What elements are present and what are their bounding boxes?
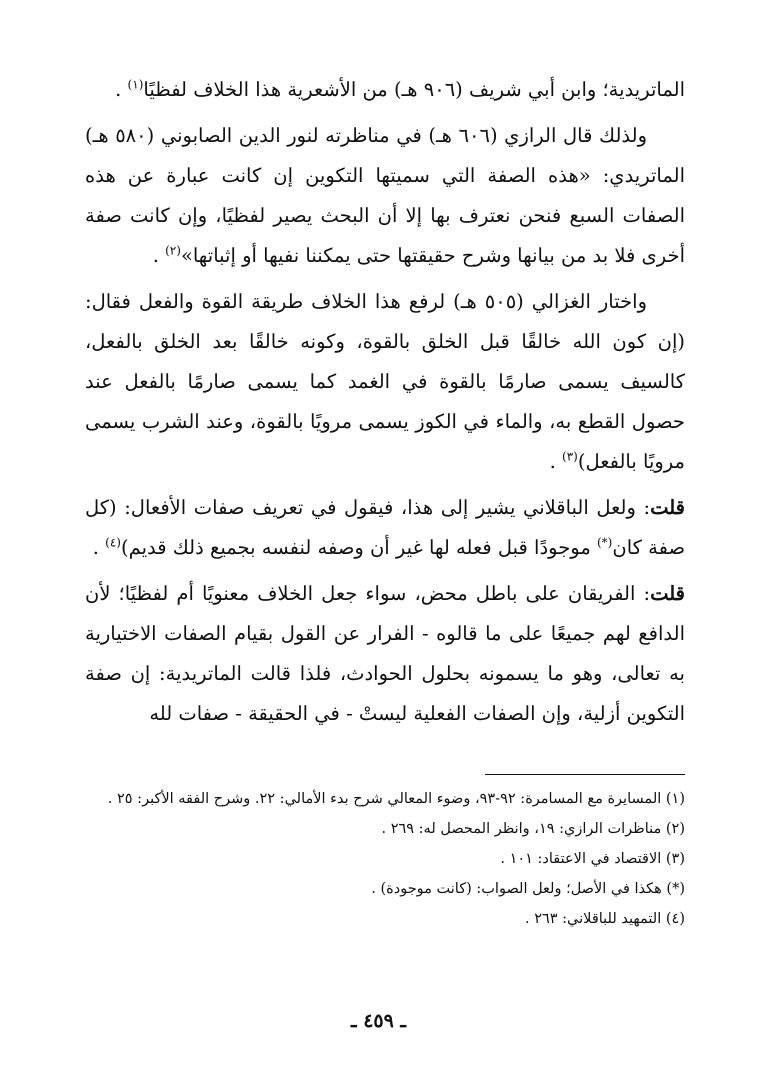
paragraph-2-end: .: [152, 244, 166, 267]
footnote-ref-2: (٢): [165, 243, 181, 258]
paragraph-1-text: الماتريدية؛ وابن أبي شريف (٩٠٦ هـ) من الأشعرية هذا الخلاف لفظيًا: [143, 78, 685, 101]
paragraph-5-text: : الفريقان على باطل محض، سواء جعل الخلاف معنويًا أم لفظيًا؛ لأن الدافع لهم جميعًا على ما قالوه - الفرار عن القول بقيام الصفات الاختيارية به تعالى، وهو ما يسمونه بحلول الحوادث، فلذا قالت الماتريدية: إن صفة التكوين أزلية، وإن الصفات الفعلية ليستْ - في الحقيقة - صفات لله: [85, 582, 685, 725]
paragraph-2-text: ولذلك قال الرازي (٦٠٦ هـ) في مناظرته لنور الدين الصابوني (٥٨٠ هـ) الماتريدي: «هذه الصفة التي سميتها التكوين إن كانت عبارة عن هذه الصفات السبع فنحن نعترف بها إلا أن البحث يصير لفظيًا، وإن كانت صفة أخرى فلا بد من بيانها وشرح حقيقتها حتى يمكننا نفيها أو إثباتها»: [85, 124, 685, 267]
footnote-ref-star: (*): [597, 535, 613, 550]
paragraph-4-text: : ولعل الباقلاني يشير إلى هذا، فيقول في تعريف صفات الأفعال: (كل صفة كان: [85, 496, 685, 559]
page-number: ـ ٤٥٩ ـ: [351, 1010, 406, 1032]
footnote-4: (٤) التمهيد للباقلاني: ٢٦٣ .: [524, 911, 685, 927]
paragraph-3-text: واختار الغزالي (٥٠٥ هـ) لرفع هذا الخلاف طريقة القوة والفعل فقال: (إن كون الله خالقًا قبل الخلق بالقوة، وكونه خالقًا بعد الخلق بالفعل، كالسيف يسمى صارمًا بالقوة في الغمد كما يسمى صارمًا بالفعل عند حصول القطع به، والماء في الكوز يسمى مرويًا بالقوة، وعند الشرب يسمى مرويًا بالفعل): [85, 290, 685, 473]
footnote-3: (٣) الاقتصاد في الاعتقاد: ١٠١ .: [500, 851, 685, 867]
footnote-ref-3: (٣): [562, 449, 578, 464]
paragraph-3-end: .: [549, 450, 563, 473]
footnote-star: (*) هكذا في الأصل؛ ولعل الصواب: (كانت موجودة) .: [371, 881, 685, 897]
paragraph-1: [85, 70, 685, 110]
qultu-label-2: قلت: [650, 582, 685, 605]
main-text: [85, 70, 685, 740]
footnote-divider: [485, 774, 685, 775]
footnote-ref-4: (٤): [105, 535, 121, 550]
qultu-label: قلت: [650, 496, 685, 519]
paragraph-4-text-cont: موجودًا قبل فعله لها غير أن وصفه لنفسه بجميع ذلك قديم): [120, 536, 597, 559]
paragraph-5: [85, 574, 685, 734]
paragraph-4: [85, 488, 685, 568]
paragraph-2: [85, 116, 685, 276]
paragraph-4-end: .: [92, 536, 106, 559]
footnote-ref-1: (١): [127, 77, 144, 92]
footnotes: [90, 786, 685, 936]
paragraph-3: [85, 282, 685, 482]
footnote-1: (١) المسايرة مع المسامرة: ٩٢-٩٣، وضوء المعالي شرح بدء الأمالي: ٢٢. وشرح الفقه الأكبر: ٢٥ .: [107, 791, 685, 807]
paragraph-1-end: .: [115, 78, 128, 101]
footnote-2: (٢) مناظرات الرازي: ١٩، وانظر المحصل له: ٢٦٩ .: [381, 821, 685, 837]
